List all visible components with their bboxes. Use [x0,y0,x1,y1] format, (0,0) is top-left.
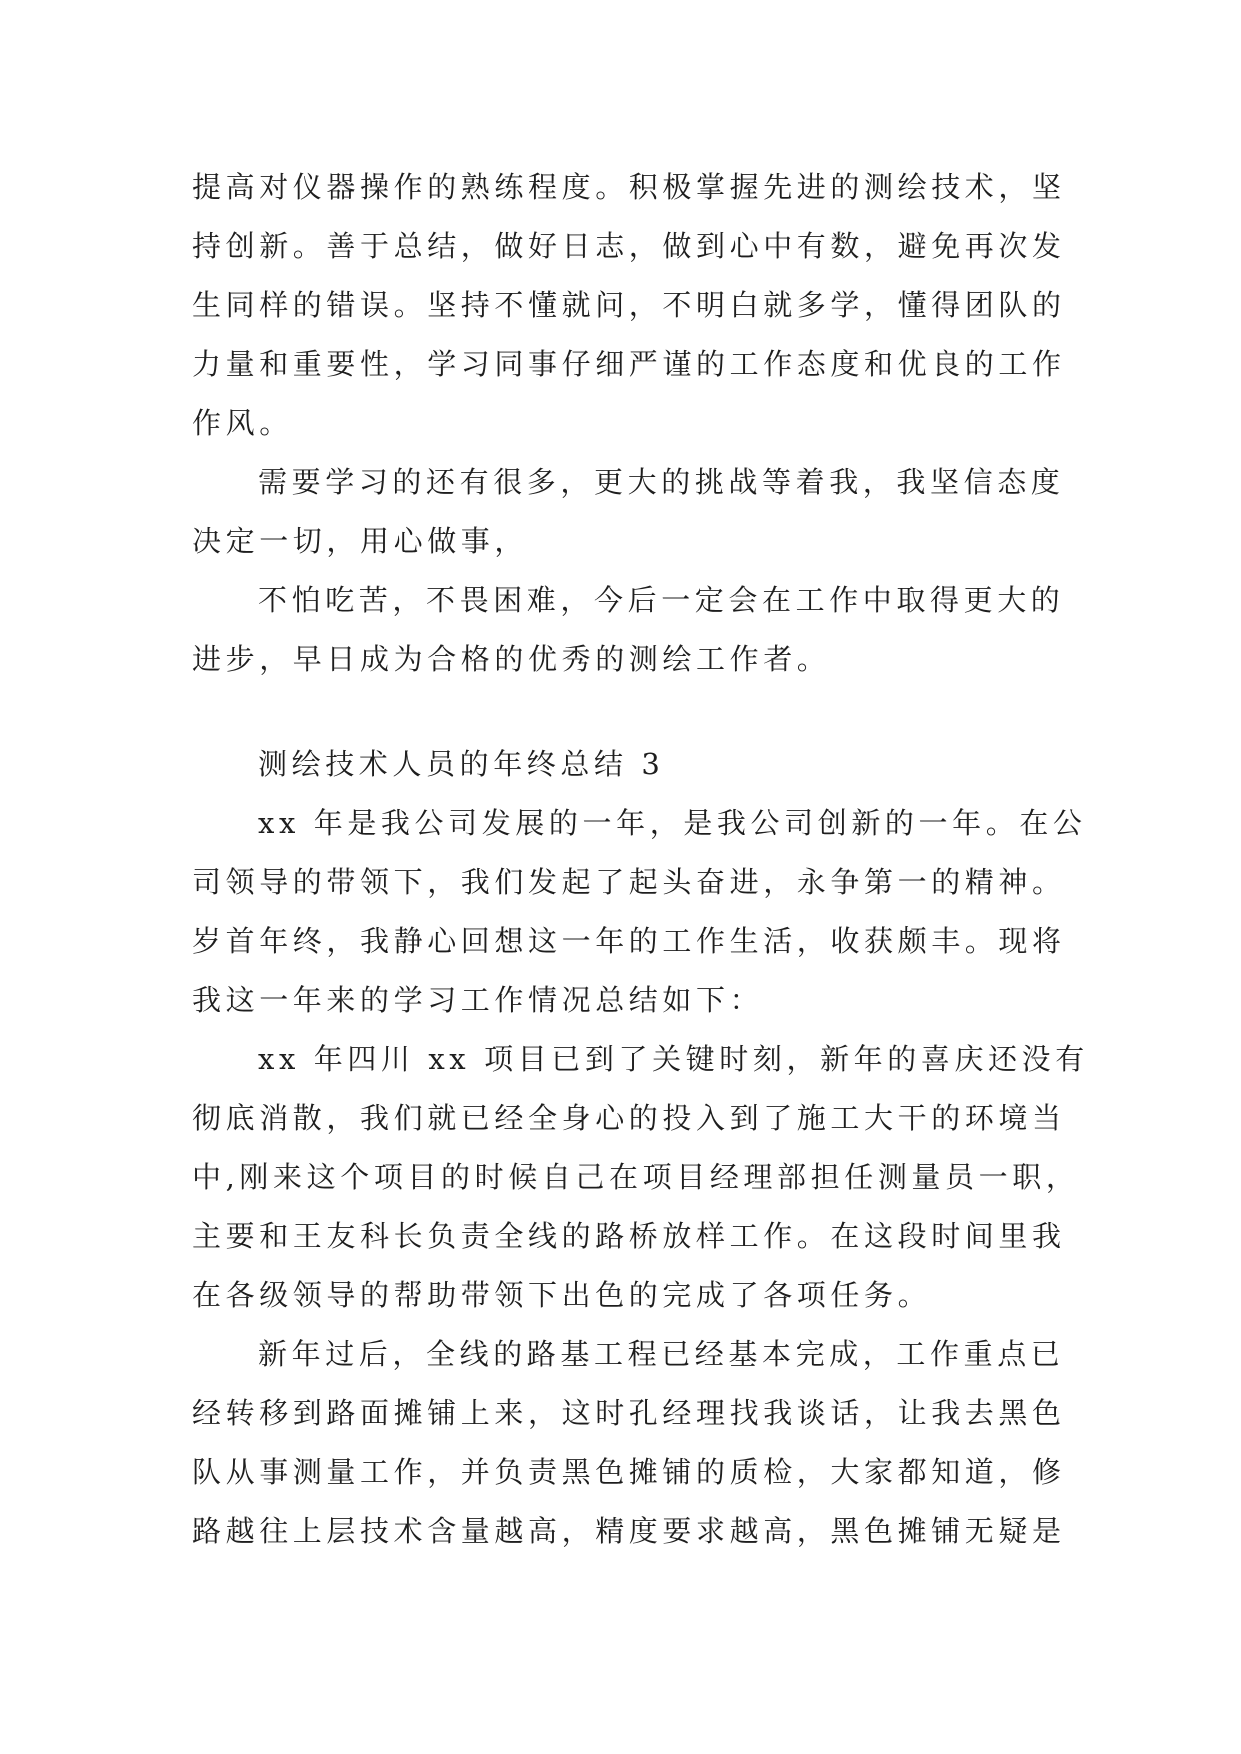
paragraph-5 [192,1030,1089,1325]
text-line: 中,刚来这个项目的时候自己在项目经理部担任测量员一职， [192,1160,1080,1194]
text-line: 需要学习的还有很多，更大的挑战等着我，我坚信态度 [258,465,1065,499]
paragraph-4 [192,794,1087,1030]
text-line: 在各级领导的帮助带领下出色的完成了各项任务。 [192,1278,932,1312]
text-line: xx 年是我公司发展的一年，是我公司创新的一年。在公 [258,806,1087,840]
text-line: 经转移到路面摊铺上来，这时孔经理找我谈话，让我去黑色 [192,1396,1066,1430]
text-line: xx 年四川 xx 项目已到了关键时刻，新年的喜庆还没有 [258,1042,1089,1076]
text-line: 提高对仪器操作的熟练程度。积极掌握先进的测绘技术，坚 [192,170,1066,204]
paragraph-1 [192,158,1066,453]
text-line: 主要和王友科长负责全线的路桥放样工作。在这段时间里我 [192,1219,1066,1253]
text-line: 我这一年来的学习工作情况总结如下： [192,983,764,1017]
text-line: 作风。 [192,406,293,440]
text-line: 彻底消散，我们就已经全身心的投入到了施工大干的环境当 [192,1101,1066,1135]
text-line: 力量和重要性，学习同事仔细严谨的工作态度和优良的工作 [192,347,1066,381]
section-title: 测绘技术人员的年终总结 3 [258,747,665,781]
text-line: 生同样的错误。坚持不懂就问，不明白就多学，懂得团队的 [192,288,1066,322]
text-line: 司领导的带领下，我们发起了起头奋进，永争第一的精神。 [192,865,1066,899]
paragraph-3 [192,571,1065,689]
section-spacer [192,689,1062,735]
text-line: 队从事测量工作，并负责黑色摊铺的质检，大家都知道，修 [192,1455,1066,1489]
text-line: 持创新。善于总结，做好日志，做到心中有数，避免再次发 [192,229,1066,263]
document-body [192,158,1089,1561]
text-line: 进步，早日成为合格的优秀的测绘工作者。 [192,642,831,676]
text-line: 新年过后，全线的路基工程已经基本完成，工作重点已 [258,1337,1065,1371]
paragraph-6 [192,1325,1066,1561]
text-line: 决定一切，用心做事， [192,524,529,558]
text-line: 不怕吃苦，不畏困难，今后一定会在工作中取得更大的 [258,583,1065,617]
text-line: 路越往上层技术含量越高，精度要求越高，黑色摊铺无疑是 [192,1514,1066,1548]
paragraph-2 [192,453,1065,571]
text-line: 岁首年终，我静心回想这一年的工作生活，收获颇丰。现将 [192,924,1066,958]
